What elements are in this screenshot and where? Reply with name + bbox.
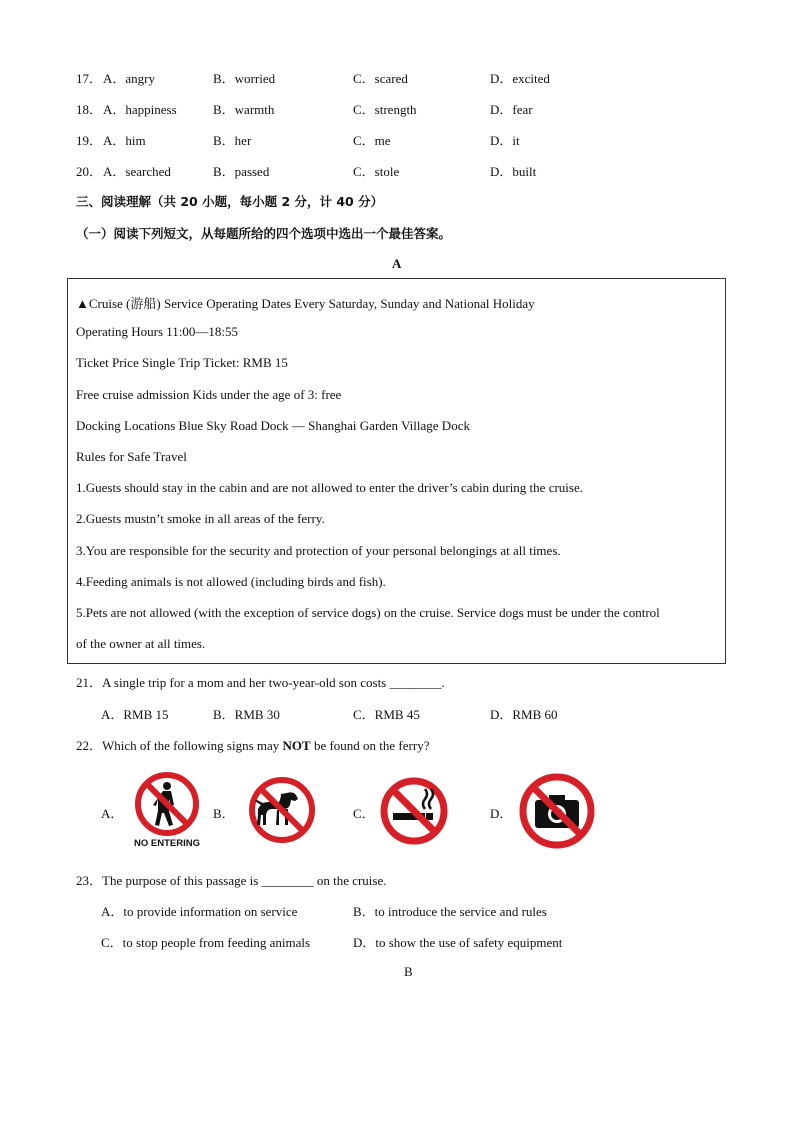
option-a: A．angry (103, 71, 155, 86)
notice-docking-locations: Docking Locations Blue Sky Road Dock — Shanghai Garden Village Dock (76, 418, 470, 433)
notice-rule-5: 5.Pets are not allowed (with the exception of service dogs) on the cruise. Service dogs must be under the control (76, 605, 660, 620)
notice-rule-3: 3.You are responsible for the security and protection of your personal belongings at all times. (76, 543, 561, 558)
option-b: B．RMB 30 (213, 707, 280, 722)
no-entering-sign-icon (124, 770, 210, 850)
no-smoking-sign-icon (378, 775, 450, 847)
sign-a-caption: NO ENTERING (134, 838, 200, 849)
option-d: D．it (490, 133, 520, 148)
q23-option-b: B．to introduce the service and rules (353, 904, 547, 919)
q21-options (0, 704, 794, 722)
option-c: C．strength (353, 102, 417, 117)
q22-label-a: A． (101, 806, 124, 821)
q22-label-c: C． (353, 806, 375, 821)
option-d: D．fear (490, 102, 533, 117)
option-a: A．him (103, 133, 146, 148)
q23-option-d: D．to show the use of safety equipment (353, 935, 563, 950)
option-d: D．built (490, 164, 537, 179)
option-b: B．worried (213, 71, 276, 86)
notice-operating-hours: Operating Hours 11:00—18:55 (76, 324, 238, 339)
no-camera-sign-icon (517, 771, 597, 851)
question-number: 17． (76, 71, 103, 86)
passage-b-label: B (404, 964, 413, 979)
option-c: C．RMB 45 (353, 707, 420, 722)
notice-rule-5-cont: of the owner at all times. (76, 636, 206, 651)
q23-option-a: A．to provide information on service (101, 904, 298, 919)
q23-option-c: C．to stop people from feeding animals (101, 935, 311, 950)
q21-stem: 21．A single trip for a mom and her two-year-old son costs ________. (76, 675, 445, 690)
question-row-18 (0, 99, 794, 117)
notice-rule-4: 4.Feeding animals is not allowed (including birds and fish). (76, 574, 386, 589)
option-c: C．stole (353, 164, 400, 179)
question-number: 19． (76, 133, 103, 148)
q22-label-b: B． (213, 806, 235, 821)
subsection-title: （一）阅读下列短文，从每题所给的四个选项中选出一个最佳答案。 (76, 226, 452, 241)
no-pets-sign-icon (247, 775, 317, 845)
option-c: C．scared (353, 71, 408, 86)
notice-operating-dates: ▲Cruise (游船) Service Operating Dates Every Saturday, Sunday and National Holiday (76, 296, 535, 311)
notice-ticket-price: Ticket Price Single Trip Ticket: RMB 15 (76, 355, 288, 370)
option-a: A．happiness (103, 102, 177, 117)
notice-rules-heading: Rules for Safe Travel (76, 449, 187, 464)
option-b: B．her (213, 133, 252, 148)
option-a: A．searched (103, 164, 171, 179)
question-number: 18． (76, 102, 103, 117)
question-row-19 (0, 130, 794, 148)
option-d: D．excited (490, 71, 550, 86)
q22-stem (76, 735, 429, 754)
notice-rule-1: 1.Guests should stay in the cabin and are not allowed to enter the driver’s cabin during the cruise. (76, 480, 583, 495)
question-row-20 (0, 161, 794, 179)
q22-stem-pre: 22．Which of the following signs may (76, 738, 283, 753)
option-d: D．RMB 60 (490, 707, 558, 722)
question-number: 20． (76, 164, 103, 179)
question-row-17 (0, 68, 794, 86)
notice-rule-2: 2.Guests mustn’t smoke in all areas of the ferry. (76, 511, 325, 526)
q23-stem: 23．The purpose of this passage is ________ on the cruise. (76, 873, 387, 888)
section-title: 三、阅读理解（共 20 小题，每小题 2 分，计 40 分） (76, 194, 384, 209)
q22-stem-post: be found on the ferry? (310, 738, 430, 753)
q22-stem-bold: NOT (282, 738, 311, 753)
option-c: C．me (353, 133, 391, 148)
notice-free-admission: Free cruise admission Kids under the age of 3: free (76, 387, 342, 402)
passage-a-label: A (392, 256, 402, 271)
q22-label-d: D． (490, 806, 513, 821)
option-b: B．passed (213, 164, 270, 179)
option-b: B．warmth (213, 102, 275, 117)
option-a: A．RMB 15 (101, 707, 169, 722)
notice-box (67, 278, 726, 664)
